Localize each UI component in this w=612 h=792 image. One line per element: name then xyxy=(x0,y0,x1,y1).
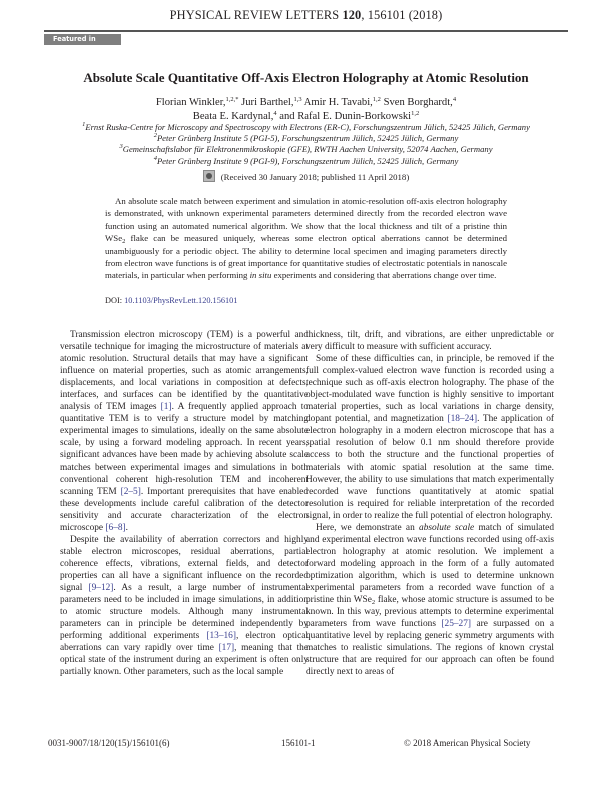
affiliation: $^2$Peter Grünberg Institute 5 (PGI-5), Forschungszentrum Jülich, 52425 Jülich, Germany xyxy=(153,132,459,144)
author[interactable]: Florian Winkler,$^{1,2,*}$ xyxy=(155,96,239,108)
article-number: , 156101 (2018) xyxy=(361,8,443,22)
citation-link[interactable]: [9–12] xyxy=(88,582,114,593)
abstract: An absolute scale match between experiment and simulation in atomic-resolution off-axis electron holography is demonstrated, with unknown experimental parameters determined directly from the recorded electron wave function using an automated numerical algorithm. We show that the local thickness and tilt of a pristine thin WSe$_2$ flake can be measured uniquely, whereas some electron optical aberrations cannot be determined unambiguously for a periodic object. The ability to determine local specimen and imaging parameters directly from electron wave functions is of great importance for quantitative studies of electrostatic potentials in nanoscale materials, in particular when performing in situ experiments and considering that aberrations change over time. xyxy=(105,196,507,281)
affiliation: $^4$Peter Grünberg Institute 9 (PGI-9), Forschungszentrum Jülich, 52425 Jülich, Germany xyxy=(153,154,459,166)
body-column-left xyxy=(60,329,308,678)
paper-title: Absolute Scale Quantitative Off-Axis Electron Holography at Atomic Resolution xyxy=(83,70,529,85)
author-list xyxy=(40,96,572,123)
received-line xyxy=(40,170,572,182)
doi xyxy=(105,296,237,305)
author[interactable]: Juri Barthel,$^{1,3}$ xyxy=(238,96,302,108)
affiliation: $^3$Gemeinschaftslabor für Elektronenmikroskopie (GFE), RWTH Aachen University, 52074 Aachen, Germany xyxy=(119,143,493,155)
journal-name: PHYSICAL REVIEW LETTERS xyxy=(169,8,340,22)
footer-issn: 0031-9007/18/120(15)/156101(6) xyxy=(48,738,170,748)
crossmark-icon[interactable] xyxy=(203,170,215,182)
paragraph: Despite the availability of aberration correctors and highly stable electron microscopes, residual aberrations, partial coherence effects, vibrations, external fields, and detector properties can all have a significant influence on the recorded signal [9–12]. As a result, a large number of instrumental parameters need to be included in image simulations, in addition to atomic structure models. Although many instrumental parameters can in principle be determined independently by performing additional experiments [13–16], electron optical aberrations can vary rapidly over time [17], meaning that the optical state of the instrument during an experiment is often only partially known. Other parameters, such as the local sample xyxy=(60,534,308,678)
footer-copyright: © 2018 American Physical Society xyxy=(404,738,531,748)
paragraph: Transmission electron microscopy (TEM) is a powerful and versatile technique for imaging the microstructure of materials at atomic resolution. Structural details that may have a significant influence on material properties, such as atomic arrangements, displacements, and local variations in composition at defects, interfaces, and surfaces can be identified by the quantitative analysis of TEM images [1]. A frequently applied approach to quantitative TEM is to verify a structure model by matching experimental images to simulations, ideally on the same absolute scale, by using a forward modeling approach. In recent years, significant advances have been made by achieving absolute scale matches between experimental images and simulations in both conventional coherent high-resolution TEM and incoherent scanning TEM [2–5]. Important prerequisites that have enabled these developments include careful calibration of the detector sensitivity and accurate characterization of the electron microscope [6–8]. xyxy=(60,330,308,533)
author[interactable]: Beata E. Kardynal,$^4$ xyxy=(192,109,277,122)
featured-badge[interactable]: Featured in Physics xyxy=(44,34,121,45)
affiliation: $^1$Ernst Ruska-Centre for Microscopy and Spectroscopy with Electrons (ER-C), Forschungszentrum Jülich, 52425 Jülich, Germany xyxy=(82,121,530,132)
citation-link[interactable]: [1] xyxy=(160,402,172,413)
citation-link[interactable]: [17] xyxy=(218,643,235,654)
paragraph: thickness, tilt, drift, and vibrations, are either unpredictable or very difficult to measure with sufficient accuracy. xyxy=(306,330,554,353)
volume: 120 xyxy=(342,8,362,22)
citation-link[interactable]: [2–5] xyxy=(120,486,141,497)
header-rule xyxy=(44,30,568,32)
citation-link[interactable]: [25–27] xyxy=(441,619,471,630)
doi-link[interactable]: 10.1103/PhysRevLett.120.156101 xyxy=(124,296,238,305)
received-dates: (Received 30 January 2018; published 11 April 2018) xyxy=(220,172,410,182)
paragraph: Here, we demonstrate an absolute scale match of simulated and experimental electron wave functions recorded using off-axis electron holography at atomic resolution. We implement a forward modeling approach in the form of a fully automated optimization algorithm, which is used to determine unknown experimental parameters from a recorded wave function of a pristine thin WSe$_2$ flake, whose atomic structure is assumed to be known. In this way, previous attempts to determine experimental parameters from wave functions [25–27] are surpassed on a quantitative level by replacing generic symmetry arguments with matches to realistic simulations. The regions of known crystal structure that are required for our approach can often be found directly next to areas of xyxy=(306,522,555,678)
paragraph: Some of these difficulties can, in principle, be removed if the full complex-valued electron wave function is recorded using a technique such as off-axis electron holography. The phase of the object-modulated wave function is highly sensitive to important material properties, such as local variations in charge density, dopant potential, and magnetization [18–24]. The application of electron holography in a modern electron microscope that has a spatial resolution of below 0.1 nm should therefore provide access to both the structure and the functional properties of materials with atomic spatial resolution at the same time. However, the ability to use simulations that match experimentally recorded wave functions quantitatively at atomic spatial resolution is required for reliable interpretation of the recorded signal, in order to realize the full potential of electron holography. xyxy=(306,354,554,521)
citation-link[interactable]: [18–24] xyxy=(447,414,478,425)
author[interactable]: Sven Borghardt,$^4$ xyxy=(380,96,457,108)
footer-page-number: 156101-1 xyxy=(281,738,316,748)
citation-link[interactable]: [13–16] xyxy=(206,631,236,642)
author[interactable]: and Rafal E. Dunin-Borkowski$^{1,2}$ xyxy=(276,109,420,122)
affiliations xyxy=(40,122,572,167)
body-column-right xyxy=(306,329,554,678)
doi-label: DOI: xyxy=(105,296,125,305)
citation-link[interactable]: [6–8] xyxy=(105,522,126,533)
author[interactable]: Amir H. Tavabi,$^{1,2}$ xyxy=(301,96,381,108)
running-head xyxy=(44,8,568,23)
